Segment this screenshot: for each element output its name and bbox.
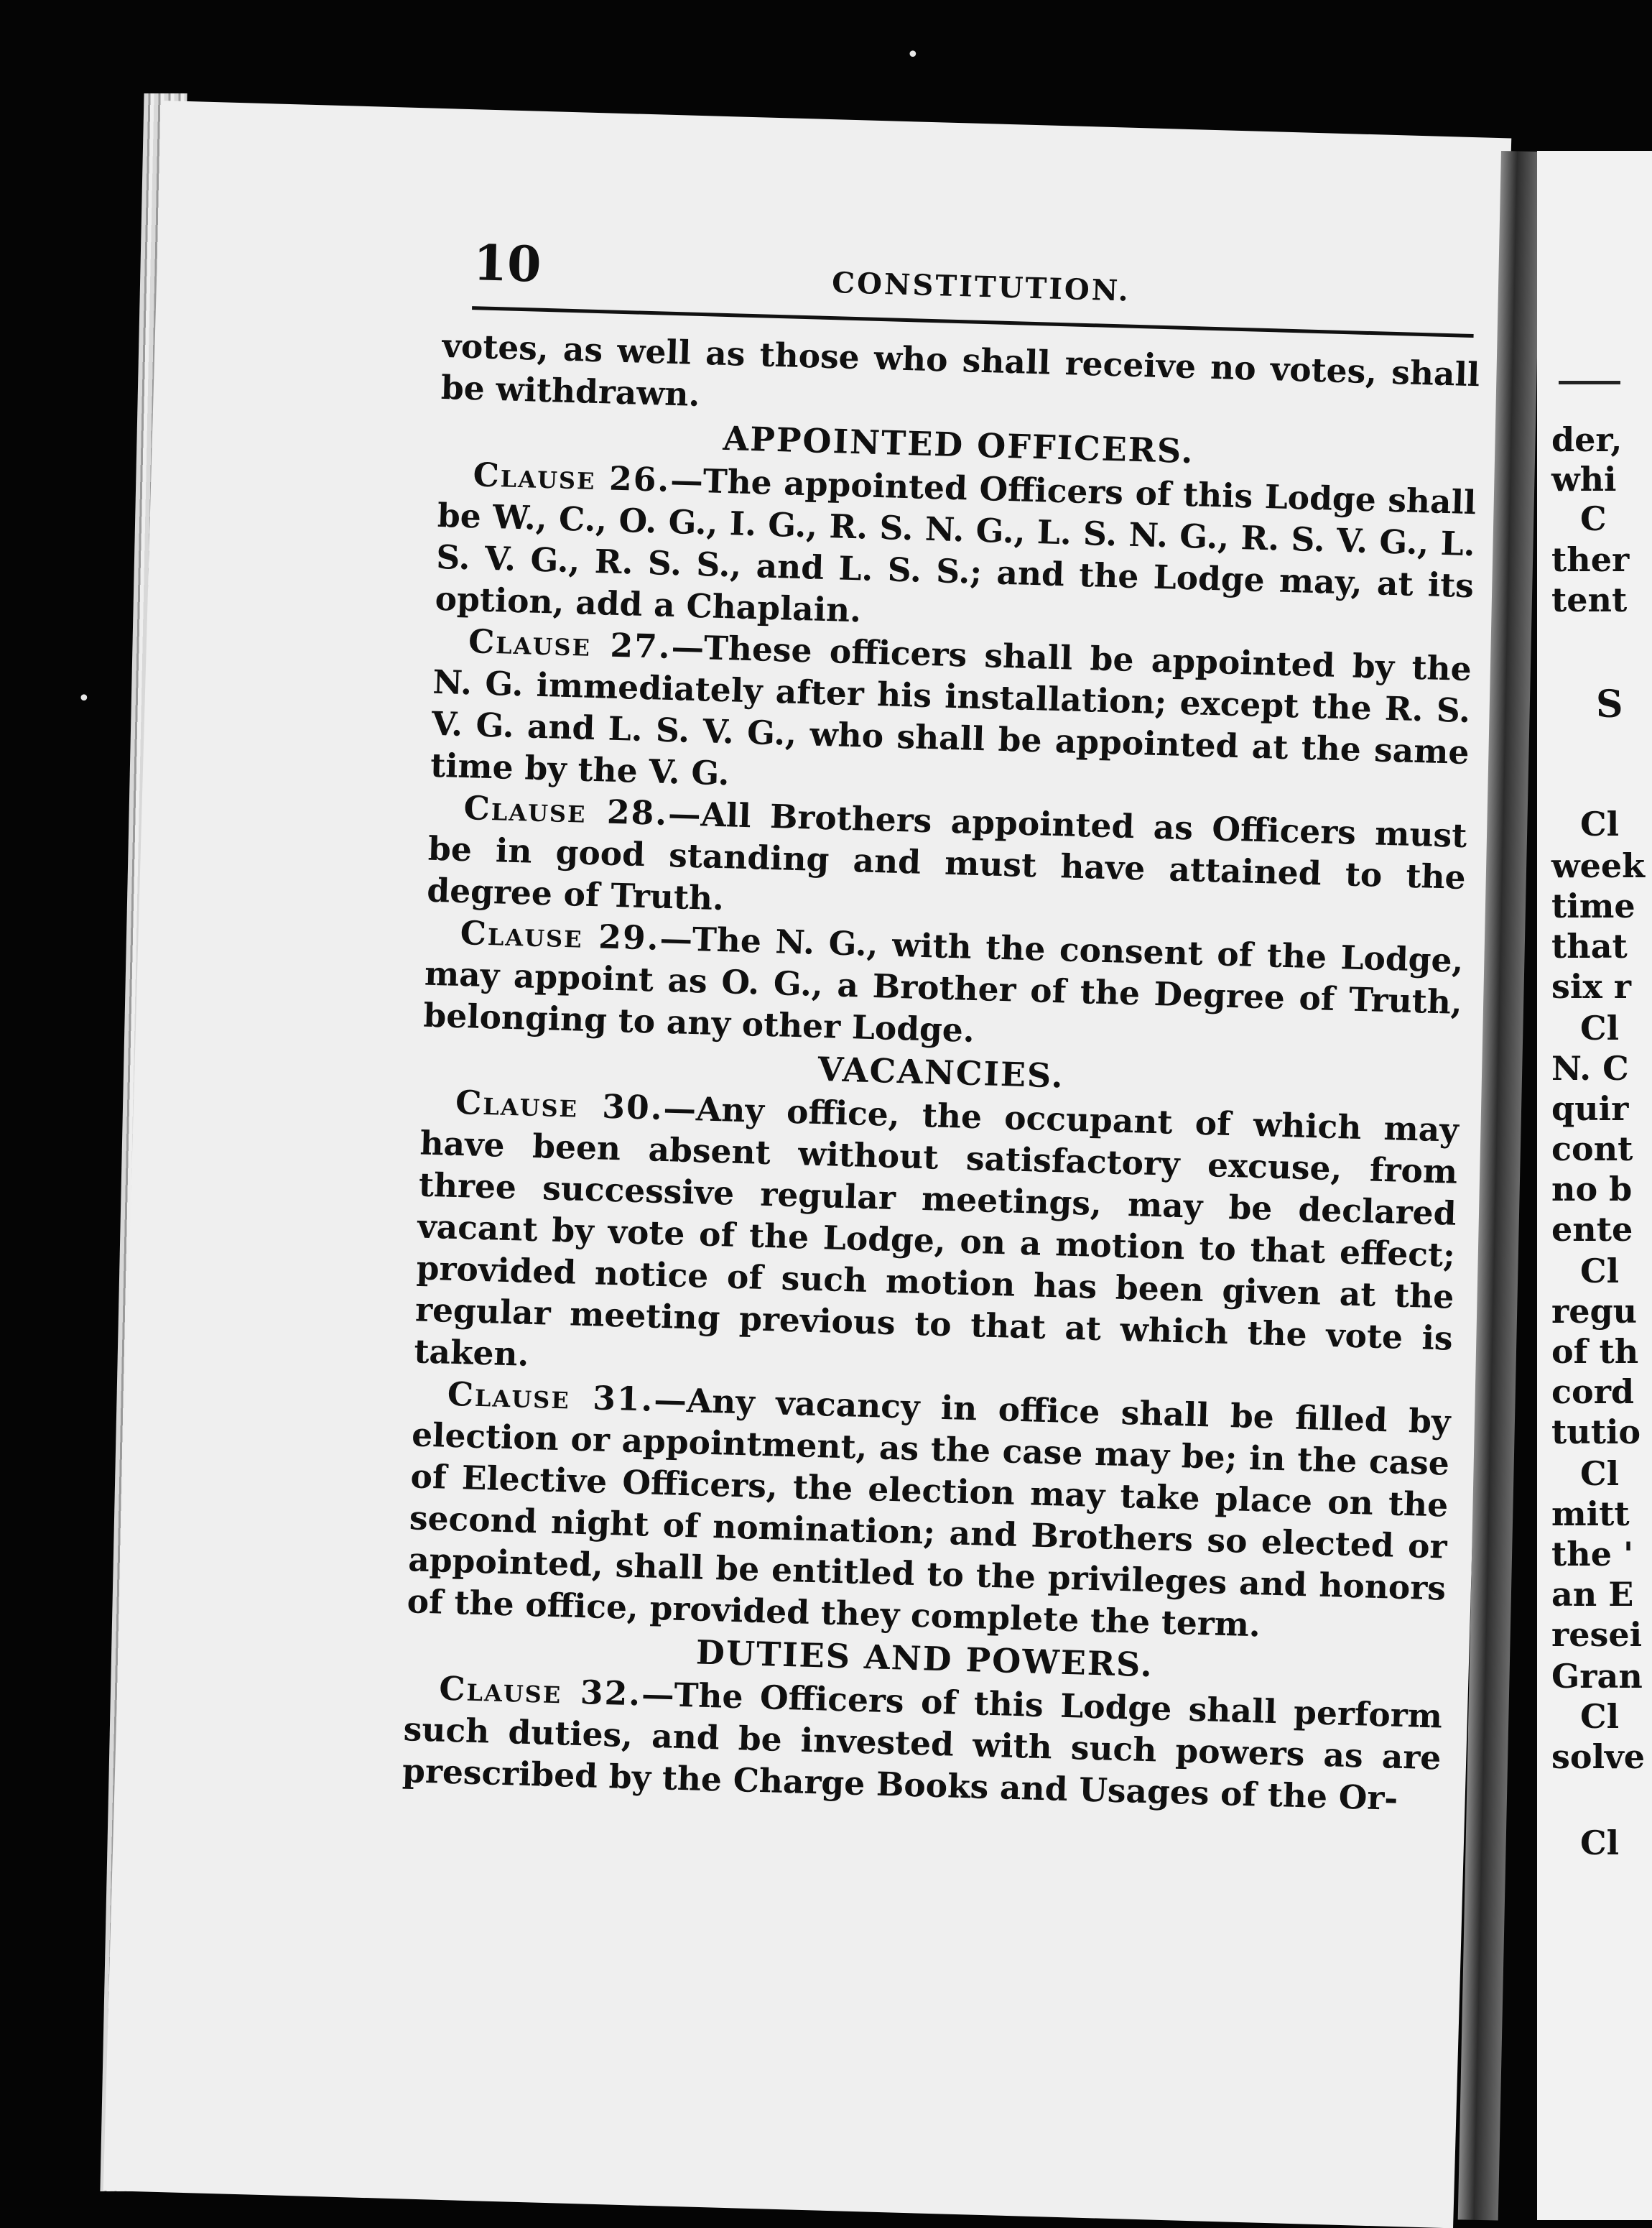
- facing-page-fragment: week: [1551, 846, 1646, 885]
- facing-page-fragment: of th: [1551, 1332, 1639, 1371]
- facing-page-fragment: resei: [1551, 1615, 1643, 1654]
- page-number: 10: [472, 234, 542, 294]
- facing-page-fragment: quir: [1551, 1089, 1629, 1128]
- facing-page-fragment: der,: [1551, 420, 1623, 459]
- facing-page-fragment: six r: [1551, 967, 1632, 1006]
- clause-text: —Any office, the occupant of which may have been absent without satisfactory excuse, from three successive regular meetings, may be declared vacant by vote of the Lodge, on a motion to that effect; provided notice of such motion has been given at the regular meeting previous to that at which the vote is taken.: [413, 1088, 1460, 1374]
- facing-page-fragment: cont: [1551, 1129, 1633, 1168]
- clause-text: —These officers shall be appointed by the N. G. immediately after his installation; except the R. S. V. G. and L. S. V. G., who shall be appointed at the same time by the V. G.: [430, 627, 1472, 793]
- facing-page-fragment: Cl: [1580, 1697, 1620, 1736]
- facing-page-fragment: ther: [1551, 540, 1630, 579]
- clause-label: Clause 28.: [463, 788, 669, 833]
- facing-page-fragment: whi: [1551, 460, 1617, 499]
- facing-page-fragment: Cl: [1580, 1454, 1620, 1493]
- facing-page-fragment: the ': [1551, 1535, 1634, 1573]
- facing-page-fragment: N. C: [1551, 1049, 1629, 1088]
- clause-text: —The appointed Officers of this Lodge shall be W., C., O. G., I. G., R. S. N. G., L. S. N. G., R. S. V. G., L. S. V. G., R. S. S., and L. S. S.; and the Lodge may, at its option, add a Chaplain.: [435, 460, 1477, 630]
- running-head: CONSTITUTION.: [831, 266, 1131, 308]
- clause-27: [430, 619, 1472, 815]
- clause-31: [407, 1372, 1451, 1650]
- clause-label: Clause 30.: [455, 1082, 664, 1127]
- clause-label: Clause 31.: [447, 1374, 655, 1419]
- clause-label: Clause 29.: [460, 912, 661, 958]
- facing-page-rule: [1559, 381, 1620, 384]
- facing-page-fragment: Cl: [1580, 1252, 1620, 1290]
- opening-paragraph: votes, as well as those who shall receive no votes, shall be withdrawn.: [440, 325, 1480, 414]
- facing-page-fragment: S: [1596, 683, 1623, 726]
- facing-page-fragment: ente: [1551, 1210, 1633, 1249]
- clause-text: —The N. G., with the consent of the Lodge, may appoint as O. G., a Brother of the Degree of Truth, belonging to any other Lodge.: [422, 918, 1465, 1050]
- clause-label: Clause 26.: [472, 455, 672, 499]
- clause-26: [435, 453, 1477, 648]
- body-text: [402, 325, 1480, 1821]
- facing-page-fragment: Gran: [1551, 1657, 1643, 1696]
- facing-page-fragment: cord: [1551, 1372, 1635, 1411]
- facing-page-fragment: mitt: [1551, 1494, 1630, 1533]
- facing-page-fragment: no b: [1551, 1170, 1633, 1208]
- facing-page-fragment: solve: [1551, 1737, 1646, 1776]
- clause-label: Clause 27.: [468, 621, 672, 666]
- section-heading-duties-and-powers: DUTIES AND POWERS.: [695, 1632, 1154, 1685]
- clause-label: Clause 32.: [438, 1668, 642, 1714]
- facing-page-fragment: time: [1551, 887, 1635, 925]
- facing-page-fragment: C: [1580, 499, 1607, 538]
- clause-text: —The Officers of this Lodge shall perform such duties, and be invested with such powers as are prescribed by the Charge Books and Usages of the Or-: [402, 1674, 1443, 1818]
- facing-page-fragment: an E: [1551, 1575, 1634, 1614]
- facing-page-fragment: tent: [1551, 581, 1628, 619]
- page-text-block: [402, 234, 1482, 1821]
- section-heading-vacancies: VACANCIES.: [817, 1049, 1065, 1096]
- clause-30: [414, 1081, 1460, 1401]
- clause-text: —All Brothers appointed as Officers must be in good standing and must have attained to the degree of Truth.: [426, 793, 1467, 918]
- facing-page-fragment: Cl: [1580, 1823, 1620, 1862]
- facing-page-fragment: Cl: [1580, 805, 1620, 843]
- clause-text: —Any vacancy in office shall be filled by election or appointment, as the case may be; in the case of Elective Officers, the election may take place on the second night of nomination; and Brothers so elected or appointed, shall be entitled to the privileges and honors of the office, provided they complete the term.: [407, 1379, 1452, 1645]
- section-heading-appointed-officers: APPOINTED OFFICERS.: [722, 418, 1195, 471]
- scan-speck: •: [906, 42, 919, 68]
- facing-page-fragment: Cl: [1580, 1009, 1620, 1048]
- scan-speck: •: [78, 686, 91, 711]
- facing-page-fragment: regu: [1551, 1292, 1638, 1331]
- facing-page-fragment: tutio: [1551, 1413, 1641, 1451]
- facing-page-fragment: that: [1551, 927, 1628, 966]
